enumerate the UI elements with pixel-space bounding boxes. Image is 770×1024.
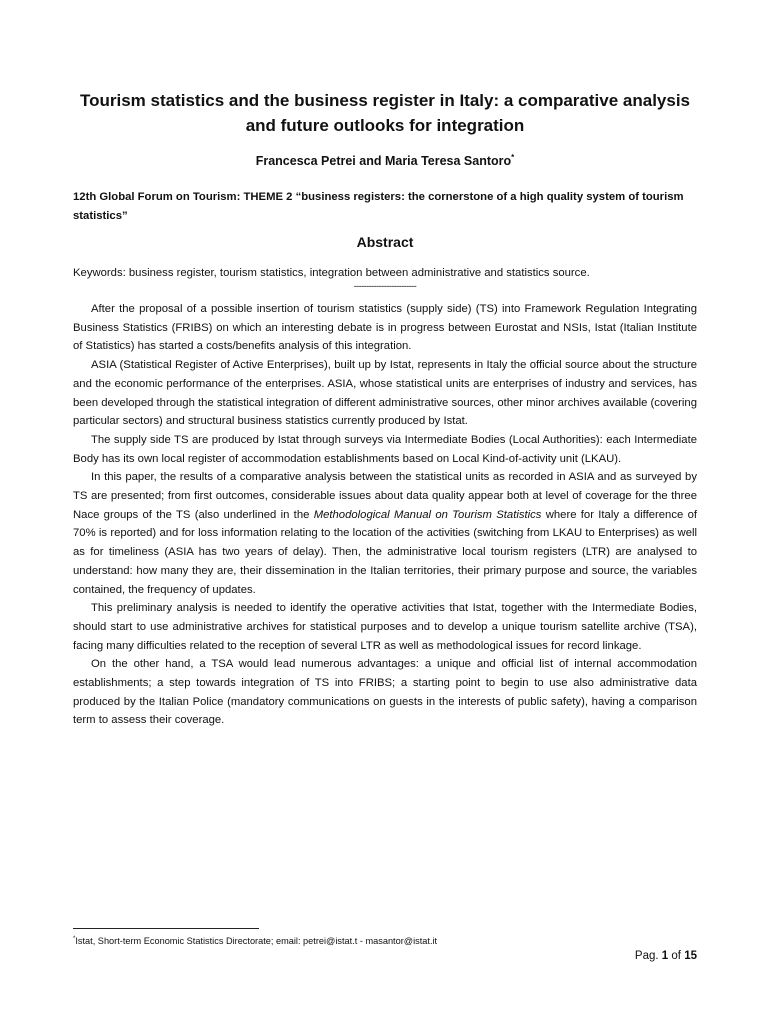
paragraph-6: On the other hand, a TSA would lead numerous advantages: a unique and official list of internal accommodation establishments; a step towards integration of TS into FRIBS; a starting point to begin to use also administrative data produced by the Italian Police (mandatory communications on guests in the interests of public safety), having a comparison term to assess their coverage.	[73, 658, 697, 727]
separator-dashes: -------------------------	[353, 281, 417, 291]
page-current: 1	[661, 950, 669, 962]
footnote	[73, 936, 697, 946]
paragraph-4-part-b: where for Italy a difference of 70% is reported) and for loss information relating to the location of the activities (switching from LKAU to Enterprises) as well as for timeliness (ASIA has two years of delay). Then, the administrative local tourism registers (LTR) are analysed to understand: how many they are, their dissemination in the Italian territories, their primary purpose and source, the variables contained, the frequency of updates.	[73, 508, 697, 596]
paragraph-2: ASIA (Statistical Register of Active Enterprises), built up by Istat, represents in Italy the official source about the structure and the economic performance of the enterprises. ASIA, whose statistical units are enterprises of industry and services, has been developed through the statistical integration of different administrative sources, other minor archives available (covering particular sectors) and structural business statistics currently produced by Istat.	[73, 359, 697, 428]
paragraph-4	[73, 468, 697, 599]
page-of: of	[671, 950, 681, 962]
footnote-divider	[73, 928, 259, 929]
page-number	[73, 950, 697, 962]
author-footnote-marker: *	[511, 153, 515, 162]
forum-theme-line: 12th Global Forum on Tourism: THEME 2 “business registers: the cornerstone of a high quality system of tourism statistics”	[73, 191, 684, 222]
paragraph-3: The supply side TS are produced by Istat through surveys via Intermediate Bodies (Local Authorities): each Intermediate Body has its own local register of accommodation establishments based on Local Kind-of-activity unit (LKAU).	[73, 433, 697, 465]
abstract-heading: Abstract	[356, 234, 414, 250]
manual-title-italic: Methodological Manual on Tourism Statistics	[313, 508, 542, 521]
author-names: Francesca Petrei and Maria Teresa Santoro	[255, 154, 512, 169]
page-total: 15	[684, 950, 697, 962]
paragraph-1: After the proposal of a possible insertion of tourism statistics (supply side) (TS) into Framework Regulation Integrating Business Statistics (FRIBS) on which an interesting debate is in progress between Eurostat and NSIs, Istat (Italian Institute of Statistics) has started a costs/benefits analysis of this integration.	[73, 303, 697, 353]
author-line	[73, 153, 697, 168]
paragraph-4-part-a: In this paper, the results of a comparative analysis between the statistical units as recorded in ASIA and as surveyed by TS are presented; from first outcomes, considerable issues about data quality appear both at level of coverage for the three Nace groups of the TS (also underlined in the	[73, 471, 697, 521]
paragraph-5: This preliminary analysis is needed to identify the operative activities that Istat, together with the Intermediate Bodies, should start to use administrative archives for statistical purposes and to develop a unique tourism satellite archive (TSA), facing many difficulties related to the reception of several LTR as well as methodological issues for record linkage.	[73, 602, 697, 652]
footnote-text: Istat, Short-term Economic Statistics Directorate; email: petrei@istat.t - masantor@istat.it	[75, 936, 438, 947]
paper-title: Tourism statistics and the business register in Italy: a comparative analysis and future outlooks for integration	[79, 91, 691, 135]
abstract-body	[73, 300, 697, 730]
keywords-line: Keywords: business register, tourism statistics, integration between administrative and statistics source.	[73, 267, 590, 279]
footnote-marker: *	[73, 936, 76, 942]
page-prefix: Pag.	[634, 950, 659, 962]
document-page	[73, 0, 697, 1024]
